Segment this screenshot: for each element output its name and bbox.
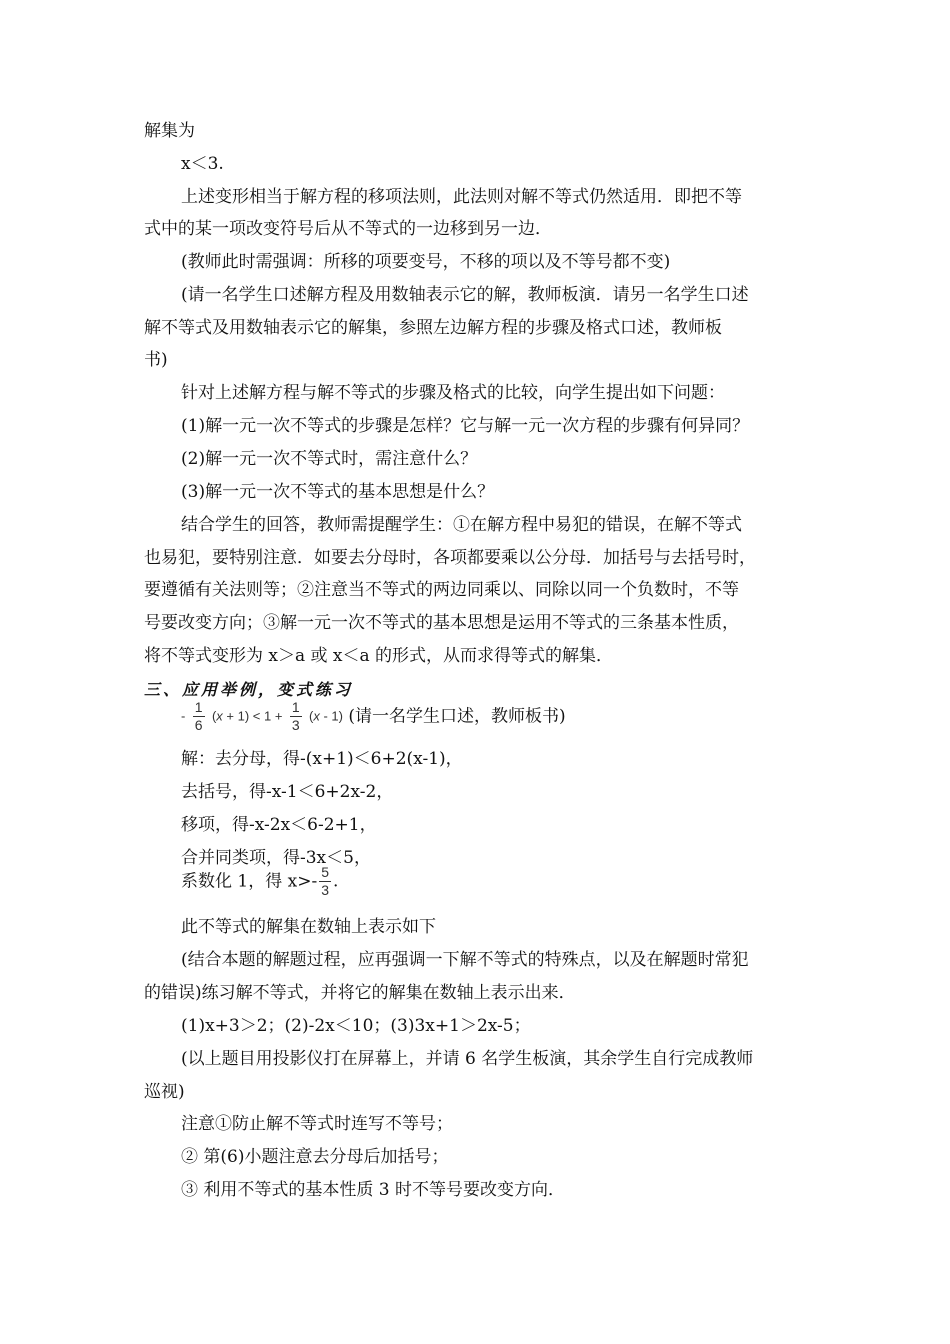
text-line: 解集为 [144,121,195,141]
text-line: ② 第(6)小题注意去分母后加括号； [181,1147,449,1167]
text-line: 要遵循有关法则等；②注意当不等式的两边同乘以、同除以同一个负数时，不等 [144,580,739,600]
fraction-one-third: $\frac{1}{3}$ [291,699,300,733]
expression-part: (x - 1) [309,708,343,724]
text-line: 针对上述解方程与解不等式的步骤及格式的比较，向学生提出如下问题： [181,383,725,403]
section-heading: 三、应用举例，变式练习 [144,680,354,699]
example-note: (请一名学生口述，教师板书) [343,706,566,727]
text-line: (2)解一元一次不等式时，需注意什么？ [181,449,478,469]
text-line: 式中的某一项改变符号后从不等式的一边移到另一边． [144,219,552,239]
text-line: (结合本题的解题过程，应再强调一下解不等式的特殊点，以及在解题时常犯 [181,950,749,970]
text-line: ③ 利用不等式的基本性质 3 时不等号要改变方向． [181,1180,566,1200]
text-line: (教师此时需强调：所移的项要变号，不移的项以及不等号都不变) [181,252,671,272]
text-line: 此不等式的解集在数轴上表示如下 [181,917,436,937]
text-line: 号要改变方向；③解一元一次不等式的基本思想是运用不等式的三条基本性质， [144,613,739,633]
text-line: 解不等式及用数轴表示它的解集，参照左边解方程的步骤及格式口述，教师板 [144,318,722,338]
text-line: 也易犯，要特别注意．如要去分母时，各项都要乘以公分母．加括号与去括号时， [144,548,756,568]
text-line: 将不等式变形为 x＞a 或 x＜a 的形式，从而求得等式的解集． [144,646,614,666]
text-line: (请一名学生口述解方程及用数轴表示它的解，教师板演．请另一名学生口述 [181,285,749,305]
text-line: 上述变形相当于解方程的移项法则，此法则对解不等式仍然适用．即把不等 [181,187,742,207]
text-line: 的错误)练习解不等式，并将它的解集在数轴上表示出来． [144,983,576,1003]
expression-part: (x + 1) < 1 + [211,708,283,724]
text-line: x＜3. [181,154,224,174]
text-line: 书) [144,350,168,370]
solution-line: 去括号，得-x-1＜6+2x-2， [181,782,394,802]
solution-line: 移项，得-x-2x＜6-2+1， [181,815,377,835]
text-line: (以上题目用投影仪打在屏幕上，并请 6 名学生板演，其余学生自行完成教师 [181,1049,754,1069]
text-line: (3)解一元一次不等式的基本思想是什么？ [181,482,495,502]
solution-line: 解：去分母，得-(x+1)＜6+2(x-1)， [181,749,463,769]
text-line: (1)x+3＞2；(2)-2x＜10；(3)3x+1＞2x-5； [181,1016,531,1036]
minus-sign: - [181,708,186,724]
text-line: (1)解一元一次不等式的步骤是怎样？它与解一元一次方程的步骤有何异同？ [181,416,750,436]
example-inequality [181,697,566,736]
text-line: 注意①防止解不等式时连写不等号； [181,1114,453,1134]
fraction-one-sixth: $\frac{1}{6}$ [194,699,203,733]
text-line: 结合学生的回答，教师需提醒学生：①在解方程中易犯的错误，在解不等式 [181,515,742,535]
text-line: 巡视) [144,1082,185,1102]
fraction-five-thirds: $\frac{5}{3}$ [321,864,329,898]
solution-line: 合并同类项，得-3x＜5， [181,848,371,868]
coefficient-step: 系数化 1，得 x>- $\frac{5}{3}$ . [181,864,339,898]
